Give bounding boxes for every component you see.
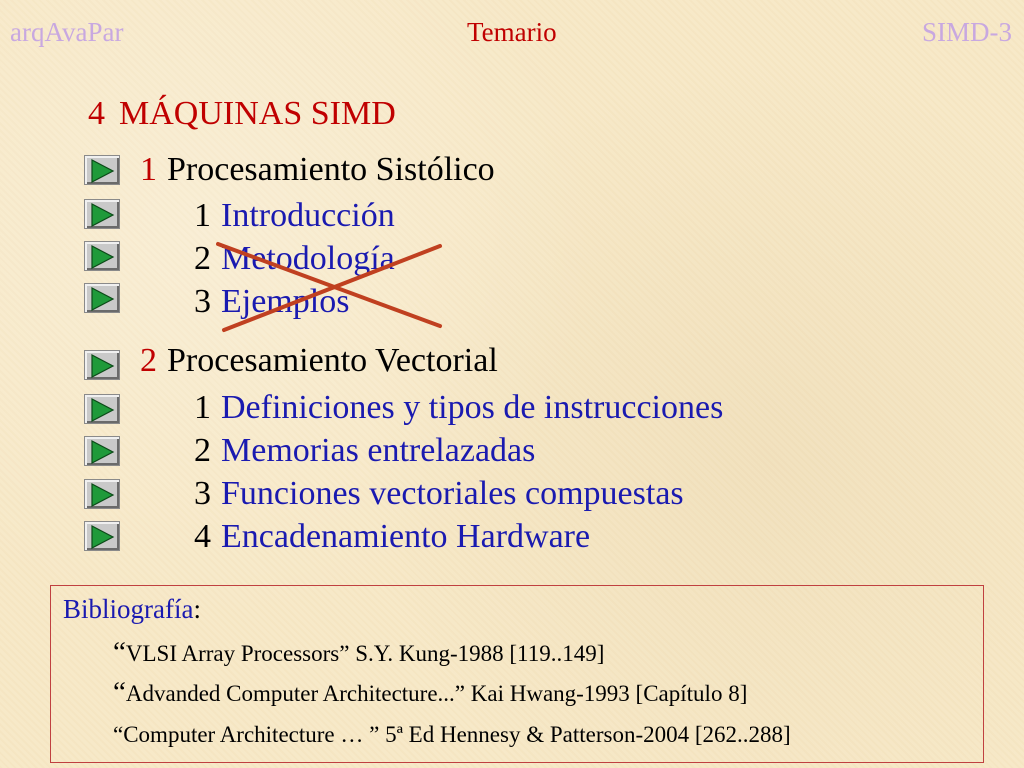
topic-title: Procesamiento Sistólico bbox=[167, 151, 495, 188]
subtopic-number: 2 bbox=[194, 432, 211, 469]
topic-number: 2 bbox=[140, 342, 157, 379]
open-quote: “ bbox=[113, 722, 124, 747]
nav-button-topic-2-3[interactable] bbox=[84, 479, 120, 509]
subtopic-title: Introducción bbox=[221, 197, 395, 234]
topic-number: 1 bbox=[140, 151, 157, 188]
nav-button-topic-2[interactable] bbox=[84, 350, 120, 380]
play-arrow-icon bbox=[89, 354, 115, 378]
play-arrow-icon bbox=[89, 245, 115, 269]
subtopic-title: Funciones vectoriales compuestas bbox=[221, 475, 684, 512]
bibliography-title-text: Bibliografía bbox=[63, 594, 194, 624]
reference-text: Computer Architecture … ” 5ª Ed Hennesy & Patterson-2004 [262..288] bbox=[123, 722, 791, 747]
nav-button-topic-1-2[interactable] bbox=[84, 241, 120, 271]
nav-button-topic-2-2[interactable] bbox=[84, 436, 120, 466]
subtopic-2-1 bbox=[194, 388, 723, 428]
topic-title: Procesamiento Vectorial bbox=[167, 342, 498, 379]
slide-heading: Temario bbox=[467, 17, 557, 47]
nav-button-topic-2-4[interactable] bbox=[84, 521, 120, 551]
subtopic-number: 1 bbox=[194, 197, 211, 234]
open-quote: “ bbox=[113, 636, 126, 668]
section-number: 4 bbox=[88, 95, 105, 132]
nav-button-topic-2-1[interactable] bbox=[84, 394, 120, 424]
play-arrow-icon bbox=[89, 525, 115, 549]
section-title bbox=[88, 94, 396, 134]
play-arrow-icon bbox=[89, 287, 115, 311]
reference-text: Advanded Computer Architecture...” Kai Hwang-1993 [Capítulo 8] bbox=[125, 681, 748, 706]
reference-3 bbox=[113, 722, 791, 748]
subtopic-number: 1 bbox=[194, 389, 211, 426]
cross-out-mark bbox=[210, 236, 450, 336]
play-arrow-icon bbox=[89, 398, 115, 422]
bibliography-box bbox=[50, 585, 984, 763]
reference-2 bbox=[113, 676, 747, 709]
subtopic-title: Encadenamiento Hardware bbox=[221, 518, 591, 555]
topic-1 bbox=[140, 150, 495, 190]
subtopic-2-3 bbox=[194, 474, 684, 514]
bibliography-title bbox=[63, 594, 201, 625]
subtopic-2-2 bbox=[194, 431, 535, 471]
subtopic-title: Definiciones y tipos de instrucciones bbox=[221, 389, 724, 426]
subtopic-number: 4 bbox=[194, 518, 211, 555]
subtopic-2-4 bbox=[194, 517, 590, 557]
subtopic-number: 2 bbox=[194, 240, 211, 277]
course-code: arqAvaPar bbox=[10, 17, 124, 47]
play-arrow-icon bbox=[89, 203, 115, 227]
play-arrow-icon bbox=[89, 159, 115, 183]
subtopic-number: 3 bbox=[194, 475, 211, 512]
reference-text: VLSI Array Processors” S.Y. Kung-1988 [119..149] bbox=[125, 641, 605, 666]
subtopic-title: Metodología bbox=[221, 240, 395, 277]
topic-2 bbox=[140, 341, 498, 381]
open-quote: “ bbox=[113, 676, 126, 708]
slide-id: SIMD-3 bbox=[921, 17, 1012, 47]
play-arrow-icon bbox=[89, 440, 115, 464]
subtopic-1-1 bbox=[194, 196, 395, 236]
subtopic-title: Ejemplos bbox=[221, 283, 350, 320]
nav-button-topic-1-1[interactable] bbox=[84, 199, 120, 229]
nav-button-topic-1-3[interactable] bbox=[84, 283, 120, 313]
play-arrow-icon bbox=[89, 483, 115, 507]
subtopic-title: Memorias entrelazadas bbox=[221, 432, 536, 469]
bibliography-colon: : bbox=[193, 594, 201, 624]
subtopic-number: 3 bbox=[194, 283, 211, 320]
nav-button-topic-1[interactable] bbox=[84, 155, 120, 185]
reference-1 bbox=[113, 636, 604, 669]
section-title-text: MÁQUINAS SIMD bbox=[119, 95, 396, 132]
